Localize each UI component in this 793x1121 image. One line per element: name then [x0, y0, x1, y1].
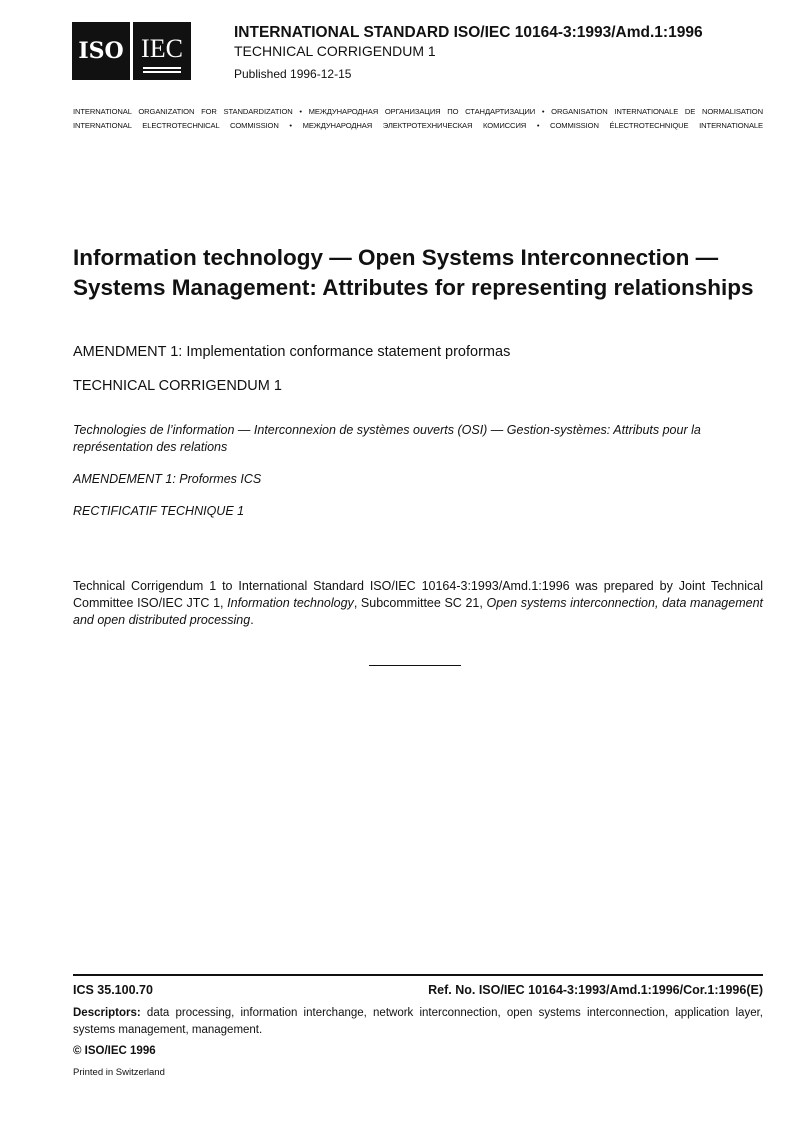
iec-logo-text: IEC: [141, 33, 183, 63]
descriptors-text: data processing, information interchange, network interconnection, open systems interconnection, application layer, systems management, management.: [73, 1007, 763, 1036]
footer-rule: [73, 974, 763, 976]
para-italic-2: Open systems interconnection, data management and open distributed processing: [73, 596, 763, 627]
standard-subtitle: TECHNICAL CORRIGENDUM 1: [234, 43, 436, 59]
para-end: .: [250, 613, 254, 627]
para-text: Technical Corrigendum 1 to International Standard ISO/IEC 10164-3:1993/Amd.1:1996 was prepared by Joint Technical Committee ISO/IEC JTC 1,: [73, 579, 763, 610]
end-rule: [369, 665, 461, 666]
reference-number: Ref. No. ISO/IEC 10164-3:1993/Amd.1:1996/Cor.1:1996(E): [428, 983, 763, 997]
french-title: Technologies de l’information — Interconnexion de systèmes ouverts (OSI) — Gestion-systèmes: Attributs pour la représentation des relations: [73, 423, 701, 454]
foreword-paragraph: [73, 578, 763, 629]
published-date: Published 1996-12-15: [234, 67, 352, 81]
para-italic-1: Information technology: [227, 596, 354, 610]
org-line-2: INTERNATIONAL ELECTROTECHNICAL COMMISSION • МЕЖДУНАРОДНАЯ ЭЛЕКТРОТЕХНИЧЕСКАЯ КОМИССИЯ • COMMISSION ÉLECTROTECHNIQUE INTERNATIONALE: [73, 121, 763, 130]
corrigendum-title: TECHNICAL CORRIGENDUM 1: [73, 378, 282, 394]
document-title: Information technology — Open Systems Interconnection — Systems Management: Attributes for representing relationships: [73, 245, 754, 300]
descriptors: [73, 1005, 763, 1039]
copyright: © ISO/IEC 1996: [73, 1045, 156, 1057]
french-amendment: AMENDEMENT 1: Proformes ICS: [73, 472, 262, 486]
printed-in: Printed in Switzerland: [73, 1067, 165, 1078]
iec-lines: [143, 67, 181, 69]
iec-logo: [133, 22, 191, 80]
french-corrigendum: RECTIFICATIF TECHNIQUE 1: [73, 504, 245, 518]
descriptors-label: Descriptors:: [73, 1007, 141, 1019]
iso-logo: [72, 22, 130, 80]
org-line-1: INTERNATIONAL ORGANIZATION FOR STANDARDIZATION • МЕЖДУНАРОДНАЯ ОРГАНИЗАЦИЯ ПО СТАНДАРТИЗАЦИИ • ORGANISATION INTERNATIONALE DE NORMALISATION: [73, 107, 763, 116]
para-text-mid: , Subcommittee SC 21,: [353, 596, 487, 610]
amendment-title: AMENDMENT 1: Implementation conformance statement proformas: [73, 344, 511, 360]
iso-logo-text: ISO: [78, 38, 124, 64]
ics-number: ICS 35.100.70: [73, 983, 153, 997]
standard-title: INTERNATIONAL STANDARD ISO/IEC 10164-3:1993/Amd.1:1996: [234, 24, 703, 41]
